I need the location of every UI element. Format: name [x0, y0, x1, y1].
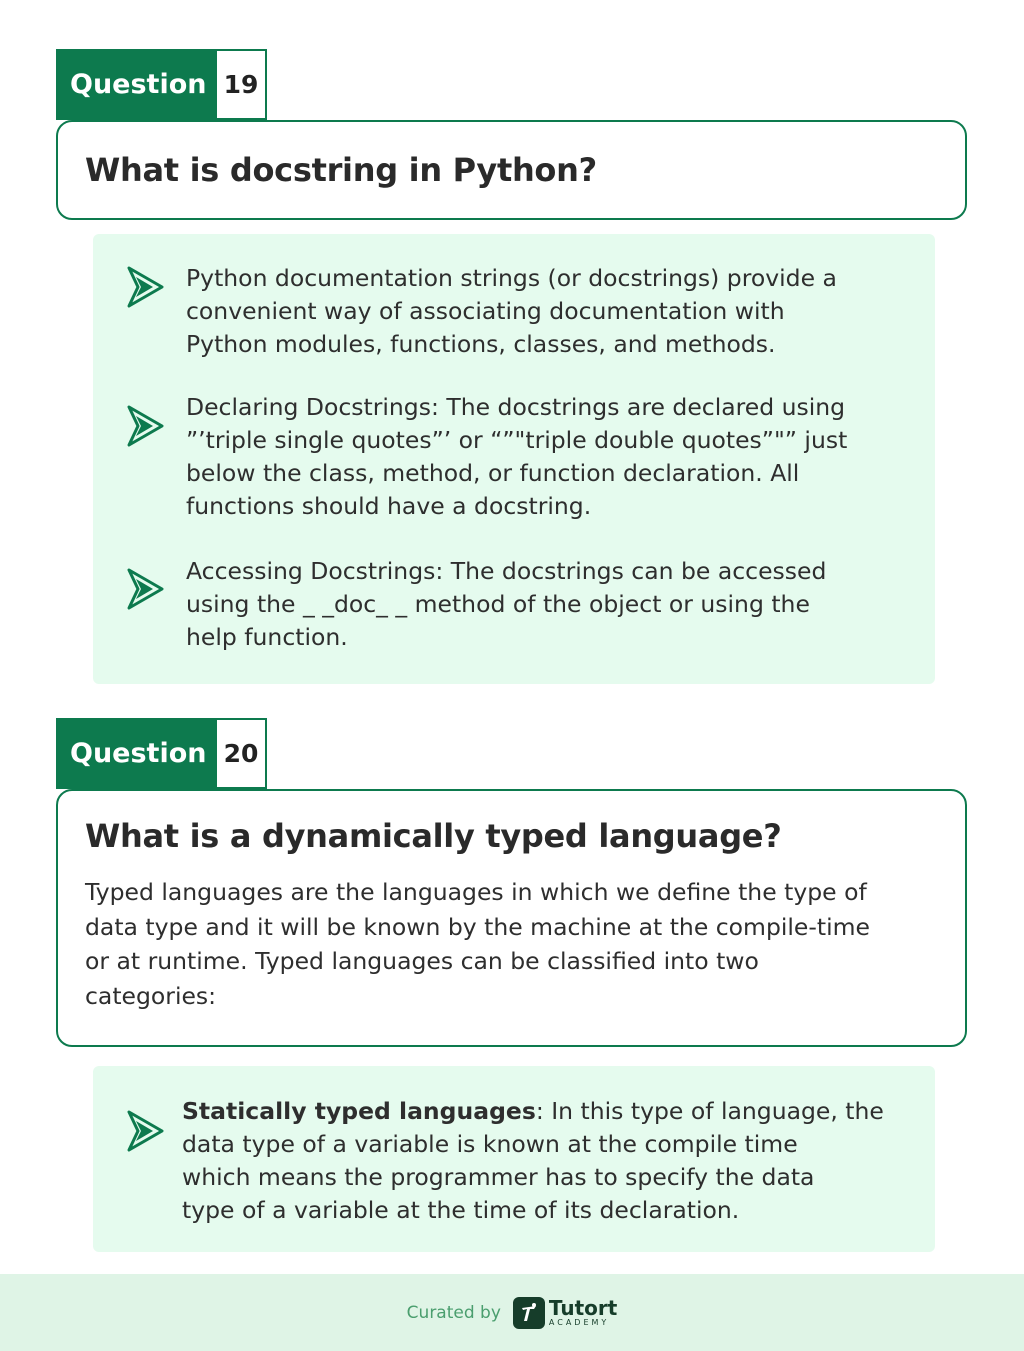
- bullet-line: below the class, method, or function declaration. All: [186, 459, 800, 487]
- bullet-line: help function.: [186, 623, 348, 651]
- brand-name: Tutort: [548, 1296, 618, 1320]
- question-label: Question: [56, 718, 217, 789]
- description-line: categories:: [85, 981, 217, 1010]
- tutort-logo-text: [549, 1298, 617, 1327]
- curated-by-text: Curated by: [406, 1302, 501, 1323]
- bullet-text: : In this type of language, the: [535, 1097, 884, 1125]
- description-line: data type and it will be known by the machine at the compile-time: [85, 912, 870, 941]
- bullet-arrow-icon: [126, 567, 166, 611]
- question-19-card: [56, 120, 967, 220]
- question-label: Question: [56, 49, 217, 120]
- bullet-line: using the _ _doc_ _ method of the object or using the: [186, 590, 810, 618]
- bullet-line: Declaring Docstrings: The docstrings are declared using: [186, 393, 846, 421]
- question-number: 20: [217, 718, 267, 789]
- bullet-line: ”’triple single quotes”’ or “”"triple double quotes”"” just: [186, 426, 848, 454]
- bullet-arrow-icon: [126, 1109, 166, 1153]
- bullet-line: Accessing Docstrings: The docstrings can be accessed: [186, 557, 827, 585]
- tutort-logo-icon: [513, 1297, 545, 1329]
- question-20-title: What is a dynamically typed language?: [85, 817, 782, 855]
- description-line: Typed languages are the languages in which we define the type of: [85, 878, 867, 906]
- answer-19-bullet-1: [186, 262, 837, 361]
- bullet-line: type of a variable at the time of its declaration.: [182, 1196, 740, 1224]
- bullet-line: data type of a variable is known at the compile time: [182, 1130, 798, 1158]
- bullet-line: [182, 1095, 884, 1128]
- question-number: 19: [217, 49, 267, 120]
- bullet-bold-term: Statically typed languages: [182, 1097, 536, 1125]
- question-19-tab: [56, 49, 267, 120]
- bullet-line: Python modules, functions, classes, and methods.: [186, 330, 776, 358]
- bullet-arrow-icon: [126, 404, 166, 448]
- question-20-tab: [56, 718, 267, 789]
- footer: [0, 1274, 1024, 1351]
- answer-19-bullet-3: [186, 555, 826, 654]
- question-19-title: What is docstring in Python?: [85, 151, 597, 189]
- description-line: or at runtime. Typed languages can be classified into two: [85, 947, 759, 975]
- bullet-line: functions should have a docstring.: [186, 492, 592, 520]
- brand-subtitle: ACADEMY: [548, 1318, 610, 1327]
- question-20-description: [85, 875, 938, 1013]
- answer-20-bullet-1: [182, 1095, 884, 1227]
- bullet-arrow-icon: [126, 265, 166, 309]
- question-20-card: [56, 789, 967, 1047]
- bullet-line: convenient way of associating documentation with: [186, 297, 785, 325]
- bullet-line: Python documentation strings (or docstrings) provide a: [186, 264, 837, 292]
- bullet-line: which means the programmer has to specify the data: [182, 1163, 815, 1191]
- answer-19-bullet-2: [186, 391, 847, 523]
